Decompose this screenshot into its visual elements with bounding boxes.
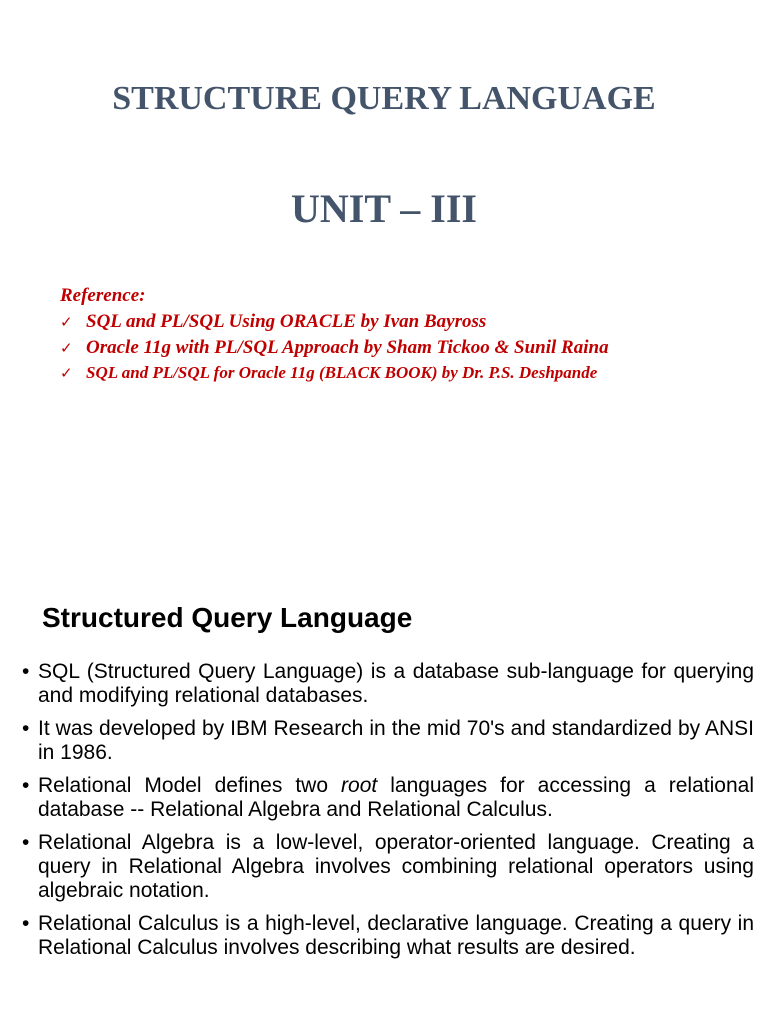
bullet-text-part: Relational Model defines two — [38, 774, 342, 797]
check-mark-icon: ✓ — [60, 364, 73, 382]
bullet-icon: • — [22, 774, 30, 797]
bullet-icon: • — [22, 831, 30, 854]
bullet-item — [22, 831, 754, 903]
bullet-text-part: languages for accessing a relational database -- Relational Algebra and Relational Calculus. — [38, 774, 754, 821]
bullet-icon: • — [22, 660, 30, 683]
bullet-text: Relational Calculus is a high-level, declarative language. Creating a query in Relational Calculus involves describing what results are desired. — [38, 912, 754, 959]
emphasis-text: root — [341, 774, 378, 797]
slide-title: STRUCTURE QUERY LANGUAGE — [112, 80, 656, 117]
bullet-text: Relational Algebra is a low-level, operator-oriented language. Creating a query in Relational Algebra involves combining relational operators using algebraic notation. — [38, 831, 754, 902]
reference-text: SQL and PL/SQL for Oracle 11g (BLACK BOOK) by Dr. P.S. Deshpande — [86, 363, 598, 382]
reference-label: Reference: — [60, 285, 146, 306]
check-mark-icon: ✓ — [60, 339, 73, 357]
section-title: Structured Query Language — [42, 602, 413, 633]
bullet-icon: • — [22, 912, 30, 935]
bullet-icon: • — [22, 717, 30, 740]
content-slide — [0, 560, 768, 1024]
bullet-item — [22, 912, 754, 960]
reference-item — [60, 309, 760, 335]
bullet-list — [22, 660, 754, 969]
bullet-item — [22, 660, 754, 708]
unit-title: UNIT – III — [291, 186, 477, 231]
bullet-text: It was developed by IBM Research in the mid 70's and standardized by ANSI in 1986. — [38, 717, 754, 764]
reference-text: Oracle 11g with PL/SQL Approach by Sham Tickoo & Sunil Raina — [86, 337, 609, 358]
reference-item — [60, 335, 760, 361]
bullet-text: SQL (Structured Query Language) is a database sub-language for querying and modifying relational databases. — [38, 660, 754, 707]
reference-block — [60, 283, 760, 385]
reference-item — [60, 361, 760, 385]
bullet-text — [38, 774, 754, 822]
bullet-item — [22, 774, 754, 822]
reference-list — [60, 309, 760, 385]
check-mark-icon: ✓ — [60, 313, 73, 331]
bullet-item — [22, 717, 754, 765]
reference-text: SQL and PL/SQL Using ORACLE by Ivan Bayross — [86, 311, 487, 332]
